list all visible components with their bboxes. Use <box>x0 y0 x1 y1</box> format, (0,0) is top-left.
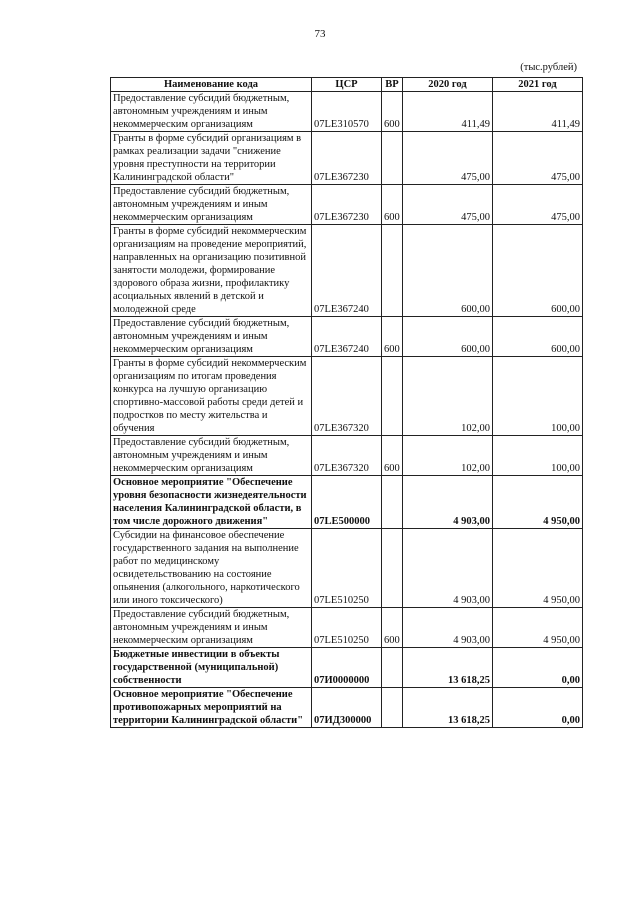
row-csr: 07LE367320 <box>312 357 382 436</box>
row-vr <box>382 476 403 529</box>
row-name: Гранты в форме субсидий некоммерческим организациям на проведение мероприятий, направленных на организацию позитивной занятости молодежи, формирование здорового образа жизни, профилактику асоциальных явлений в детской и молодежной среде <box>111 225 312 317</box>
row-name: Предоставление субсидий бюджетным, автономным учреждениям и иным некоммерческим организациям <box>111 317 312 357</box>
row-csr: 07LE367240 <box>312 317 382 357</box>
row-csr: 07ИД300000 <box>312 688 382 728</box>
row-vr <box>382 529 403 608</box>
row-2020: 13 618,25 <box>403 648 493 688</box>
row-name: Основное мероприятие "Обеспечение противопожарных мероприятий на территории Калининградской области" <box>111 688 312 728</box>
row-2020: 600,00 <box>403 317 493 357</box>
row-vr <box>382 648 403 688</box>
row-name: Предоставление субсидий бюджетным, автономным учреждениям и иным некоммерческим организациям <box>111 185 312 225</box>
table-row <box>111 317 583 357</box>
table-row <box>111 225 583 317</box>
row-vr: 600 <box>382 608 403 648</box>
table-row <box>111 688 583 728</box>
row-vr <box>382 132 403 185</box>
row-csr: 07И0000000 <box>312 648 382 688</box>
row-2020: 102,00 <box>403 357 493 436</box>
row-name: Субсидии на финансовое обеспечение государственного задания на выполнение работ по медицинскому освидетельствованию на состояние опьянения (алкогольного, наркотического или иного токсического) <box>111 529 312 608</box>
header-name: Наименование кода <box>111 78 312 92</box>
row-csr: 07LE367240 <box>312 225 382 317</box>
row-2020: 411,49 <box>403 92 493 132</box>
row-2020: 4 903,00 <box>403 529 493 608</box>
row-2021: 100,00 <box>493 436 583 476</box>
row-vr <box>382 357 403 436</box>
row-csr: 07LE367230 <box>312 185 382 225</box>
table-header-row <box>111 78 583 92</box>
row-name: Основное мероприятие "Обеспечение уровня безопасности жизнедеятельности населения Калининградской области, в том числе дорожного движения" <box>111 476 312 529</box>
row-csr: 07LE310570 <box>312 92 382 132</box>
row-vr <box>382 225 403 317</box>
row-csr: 07LE367230 <box>312 132 382 185</box>
row-vr: 600 <box>382 92 403 132</box>
row-name: Предоставление субсидий бюджетным, автономным учреждениям и иным некоммерческим организациям <box>111 608 312 648</box>
row-2021: 0,00 <box>493 688 583 728</box>
row-2020: 475,00 <box>403 185 493 225</box>
row-2021: 0,00 <box>493 648 583 688</box>
table-row <box>111 648 583 688</box>
row-2021: 4 950,00 <box>493 608 583 648</box>
row-2021: 4 950,00 <box>493 476 583 529</box>
row-name: Предоставление субсидий бюджетным, автономным учреждениям и иным некоммерческим организациям <box>111 436 312 476</box>
table-row <box>111 476 583 529</box>
page-number: 73 <box>314 28 326 40</box>
units-label: (тыс.рублей) <box>520 62 577 73</box>
table-row <box>111 529 583 608</box>
table-row <box>111 608 583 648</box>
row-2021: 475,00 <box>493 132 583 185</box>
row-2020: 600,00 <box>403 225 493 317</box>
row-name: Гранты в форме субсидий некоммерческим организациям по итогам проведения конкурса на лучшую организацию спортивно-массовой работы среди детей и подростков по месту жительства и обучения <box>111 357 312 436</box>
row-name: Предоставление субсидий бюджетным, автономным учреждениям и иным некоммерческим организациям <box>111 92 312 132</box>
row-name: Бюджетные инвестиции в объекты государственной (муниципальной) собственности <box>111 648 312 688</box>
row-name: Гранты в форме субсидий организациям в рамках реализации задачи "снижение уровня преступности на территории Калининградской области" <box>111 132 312 185</box>
row-2020: 475,00 <box>403 132 493 185</box>
table-row <box>111 92 583 132</box>
row-2020: 102,00 <box>403 436 493 476</box>
table-row <box>111 132 583 185</box>
row-2021: 600,00 <box>493 225 583 317</box>
row-csr: 07LE367320 <box>312 436 382 476</box>
row-2020: 4 903,00 <box>403 476 493 529</box>
row-2020: 4 903,00 <box>403 608 493 648</box>
row-2021: 600,00 <box>493 317 583 357</box>
row-2021: 4 950,00 <box>493 529 583 608</box>
row-vr: 600 <box>382 436 403 476</box>
row-vr <box>382 688 403 728</box>
table-row <box>111 185 583 225</box>
row-csr: 07LE510250 <box>312 529 382 608</box>
row-csr: 07LE510250 <box>312 608 382 648</box>
row-2021: 475,00 <box>493 185 583 225</box>
row-csr: 07LE500000 <box>312 476 382 529</box>
row-2021: 411,49 <box>493 92 583 132</box>
header-vr: ВР <box>382 78 403 92</box>
header-2021: 2021 год <box>493 78 583 92</box>
table-row <box>111 436 583 476</box>
row-vr: 600 <box>382 185 403 225</box>
budget-table <box>110 77 583 728</box>
row-2020: 13 618,25 <box>403 688 493 728</box>
header-csr: ЦСР <box>312 78 382 92</box>
row-2021: 100,00 <box>493 357 583 436</box>
table-row <box>111 357 583 436</box>
row-vr: 600 <box>382 317 403 357</box>
header-2020: 2020 год <box>403 78 493 92</box>
